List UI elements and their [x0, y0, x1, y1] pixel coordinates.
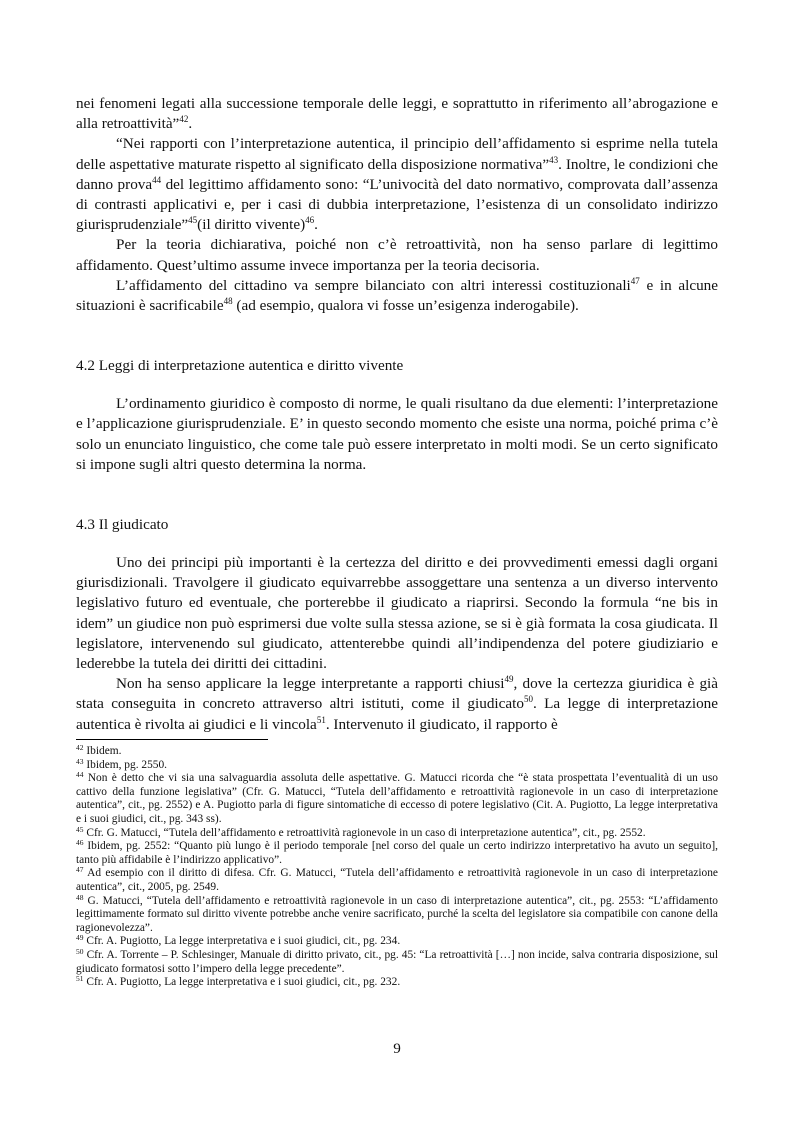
footnote-ref: 50	[523, 694, 533, 705]
footnote-ref: 47	[76, 865, 84, 875]
paragraph-5	[76, 394, 718, 475]
footnote-ref: 45	[188, 215, 198, 226]
footnote-45	[76, 824, 718, 841]
text-run: Cfr. A. Pugiotto, La legge interpretativa e i suoi giudici, cit., pg. 232.	[83, 976, 401, 989]
page-number: 9	[393, 1040, 401, 1057]
footnote-ref: 46	[305, 215, 315, 226]
footnote-48	[76, 892, 718, 936]
text-run: Uno dei principi più importanti è la certezza del diritto e dei provvedimenti emessi dagli organi giurisdizionali. Travolgere il giudicato equivarrebbe assoggettare una sentenza a un diverso intervento legislativo futuro ed eventuale, che porterebbe il giudicato a riaprirsi. Secondo la formula “ne bis in idem” un giudice non può esprimersi due volte sulla stessa azione, se si è già formata la cosa giudicata. Il legislatore, intervenendo sul giudicato, attenterebbe quindi all’indipendenza del potere giudiziario e lederebbe la tutela dei diritti dei cittadini.	[76, 554, 718, 673]
footnote-ref: 51	[316, 714, 326, 725]
text-run: L’affidamento del cittadino va sempre bilanciato con altri interessi costituzionali	[116, 276, 631, 294]
text-run: Cfr. A. Torrente – P. Schlesinger, Manuale di diritto privato, cit., pg. 45: “La retroattività […] non incide, salva contraria disposizione, sul giudicato formatosi sotto l’impero della legge precedente”.	[76, 948, 718, 975]
text-run: Ibidem.	[83, 745, 122, 757]
text-run: Per la teoria dichiarativa, poiché non c’è retroattività, non ha senso parlare di legittimo affidamento. Quest’ultimo assume invece importanza per la teoria decisoria.	[76, 236, 718, 274]
footnote-separator	[76, 739, 268, 740]
paragraph-3	[76, 235, 718, 275]
footnote-ref: 42	[76, 743, 84, 752]
text-run: .	[188, 115, 193, 133]
text-run: Non ha senso applicare la legge interpretante a rapporti chiusi	[116, 675, 505, 693]
footnote-42	[76, 745, 718, 759]
text-run: Non è detto che vi sia una salvaguardia assoluta delle aspettative. G. Matucci ricorda che “è stata prospettata l’eventualità di un uso cattivo della funzione legislativa” (Cfr. G. Matucci, “Tutela dell’affidamento e retroattività ragionevole in un caso di interpretazione autentica”, cit., pg. 2552) e A. Pugiotto parla di figure sintomatiche di eccesso di potere legislativo (Cit. A. Pugiotto, La legge interpretativa e i suoi giudici, cit., pg. 343 ss).	[76, 772, 718, 825]
section-heading-4-2: 4.2 Leggi di interpretazione autentica e diritto vivente	[76, 357, 404, 375]
footnote-ref: 47	[630, 275, 640, 286]
footnote-ref: 44	[76, 770, 84, 780]
text-run: (il diritto vivente)	[197, 216, 306, 234]
text-run: . Intervenuto il giudicato, il rapporto è	[325, 715, 558, 733]
footnote-ref: 51	[76, 974, 84, 984]
footnote-ref: 49	[76, 933, 84, 943]
footnote-ref: 44	[152, 174, 162, 185]
footnote-47	[76, 867, 718, 894]
footnote-ref: 48	[223, 296, 233, 307]
text-run: . Inoltre, le condizioni che danno prova	[76, 155, 718, 193]
paragraph-7	[76, 674, 718, 735]
footnote-51	[76, 976, 718, 990]
paragraph-1	[76, 94, 718, 134]
text-run: del legittimo affidamento sono: “L’univocità del dato normativo, comprovata dall’assenza di contrasti applicativi e, per i casi di dubbia interpretazione, l’esistenza di un consolidato indirizzo giurisprudenziale”	[76, 175, 718, 234]
footnote-ref: 50	[76, 946, 84, 956]
footnote-ref: 48	[76, 892, 84, 902]
footnote-ref: 46	[76, 838, 84, 848]
section-heading-4-3: 4.3 Il giudicato	[76, 516, 169, 534]
text-run: nei fenomeni legati alla successione temporale delle leggi, e soprattutto in riferimento all’abrogazione e alla retroattività”	[76, 95, 718, 133]
text-run: “Nei rapporti con l’interpretazione autentica, il principio dell’affidamento si esprime nella tutela delle aspettative maturate rispetto al significato della disposizione normativa”	[76, 135, 718, 173]
text-run: L’ordinamento giuridico è composto di norme, le quali risultano da due elementi: l’interpretazione e l’applicazione giurisprudenziale. E’ in questo secondo momento che esiste una norma, poiché prima c’è solo un enunciato linguistico, che come tale può essere interpretato in molti modi. Se un certo significato si impone sugli altri questo determina la norma.	[76, 395, 718, 473]
paragraph-2	[76, 134, 718, 235]
page-body	[76, 94, 718, 735]
paragraph-6	[76, 553, 718, 674]
text-run: . La legge di interpretazione autentica è rivolta ai giudici e li vincola	[76, 695, 719, 733]
footnote-ref: 45	[76, 824, 84, 834]
footnote-ref: 43	[76, 756, 84, 766]
text-run: Ad esempio con il diritto di difesa. Cfr. G. Matucci, “Tutela dell’affidamento e retroattività ragionevole in un caso di interpretazione autentica”, cit., 2005, pg. 2549.	[76, 867, 718, 893]
text-run: Cfr. G. Matucci, “Tutela dell’affidamento e retroattività ragionevole in un caso di interpretazione autentica”, cit., pg. 2552.	[83, 826, 646, 839]
footnote-46	[76, 840, 718, 867]
text-run: G. Matucci, “Tutela dell’affidamento e retroattività ragionevole in un caso di interpretazione autentica”, cit., pg. 2553: “L’affidamento legittimamente formato sul diritto vivente potrebbe anche venire sacrificato, purché la scelta del legislatore sia compatibile con canone della ragionevolezza”.	[76, 894, 718, 934]
text-run: .	[314, 216, 318, 234]
text-run: Cfr. A. Pugiotto, La legge interpretativa e i suoi giudici, cit., pg. 234.	[83, 935, 401, 948]
footnotes	[76, 745, 718, 990]
footnote-ref: 42	[179, 114, 189, 125]
text-run: (ad esempio, qualora vi fosse un’esigenza inderogabile).	[232, 297, 579, 315]
text-run: , dove la certezza giuridica è già stata conseguita in concreto attraverso altri istituti, come il giudicato	[76, 675, 719, 713]
footnote-49	[76, 935, 718, 949]
footnote-43	[76, 756, 718, 773]
footnote-44	[76, 772, 718, 826]
text-run: Ibidem, pg. 2552: “Quanto più lungo è il periodo temporale [nel corso del quale un certo indirizzo interpretativo ha avuto un seguito], tanto più affidabile è l’indirizzo applicativo”.	[76, 840, 718, 866]
text-run: Ibidem, pg. 2550.	[83, 758, 168, 771]
footnote-ref: 43	[549, 154, 559, 165]
footnote-50	[76, 946, 718, 976]
footnote-ref: 49	[504, 674, 514, 685]
text-run: e in alcune situazioni è sacrificabile	[76, 276, 718, 315]
paragraph-4	[76, 276, 718, 316]
